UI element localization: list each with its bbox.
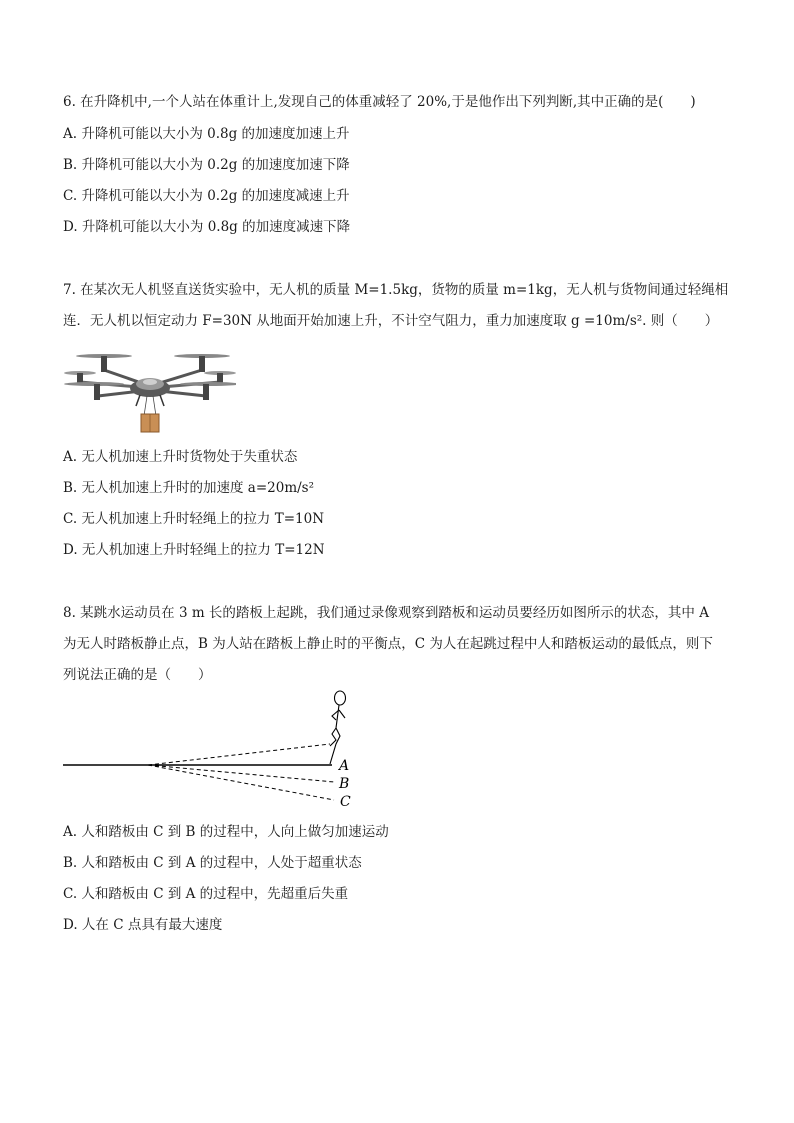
q7-option-c: C. 无人机加速上升时轻绳上的拉力 T=10N bbox=[63, 511, 325, 527]
board-line-raised bbox=[148, 744, 330, 765]
diver-figure bbox=[330, 691, 346, 764]
q8-stem-line1: 8. 某跳水运动员在 3 m 长的踏板上起跳，我们通过录像观察到踏板和运动员要经历如图所示的状态，其中 A bbox=[63, 605, 709, 621]
q8-stem-line3: 列说法正确的是（ ） bbox=[63, 667, 212, 683]
q7-option-b: B. 无人机加速上升时的加速度 a=20m/s² bbox=[63, 480, 315, 496]
q8-option-b: B. 人和踏板由 C 到 A 的过程中，人处于超重状态 bbox=[63, 855, 362, 871]
drone-figure bbox=[64, 348, 236, 436]
diving-board-figure bbox=[60, 688, 370, 812]
q7-option-d: D. 无人机加速上升时轻绳上的拉力 T=12N bbox=[63, 542, 325, 558]
q6-option-c: C. 升降机可能以大小为 0.2g 的加速度减速上升 bbox=[63, 188, 350, 204]
q6-option-a: A. 升降机可能以大小为 0.8g 的加速度加速上升 bbox=[63, 126, 350, 142]
board-line-c bbox=[148, 765, 334, 800]
q8-option-c: C. 人和踏板由 C 到 A 的过程中，先超重后失重 bbox=[63, 886, 349, 902]
q8-option-d: D. 人在 C 点具有最大速度 bbox=[63, 917, 223, 933]
q7-stem-line1: 7. 在某次无人机竖直送货实验中，无人机的质量 M=1.5kg，货物的质量 m=1kg，无人机与货物间通过轻绳相 bbox=[63, 282, 729, 298]
q8-option-a: A. 人和踏板由 C 到 B 的过程中，人向上做匀加速运动 bbox=[63, 824, 389, 840]
q7-stem-line2: 连．无人机以恒定动力 F=30N 从地面开始加速上升，不计空气阻力，重力加速度取 g =10m/s². 则（ ） bbox=[63, 313, 719, 329]
q6-stem: 6. 在升降机中,一个人站在体重计上,发现自己的体重减轻了 20%,于是他作出下列判断,其中正确的是( ) bbox=[63, 94, 696, 110]
label-b: B bbox=[339, 776, 350, 792]
board-line-b bbox=[148, 765, 334, 782]
q7-option-a: A. 无人机加速上升时货物处于失重状态 bbox=[63, 449, 298, 465]
q6-option-b: B. 升降机可能以大小为 0.2g 的加速度加速下降 bbox=[63, 157, 350, 173]
q6-option-d: D. 升降机可能以大小为 0.8g 的加速度减速下降 bbox=[63, 219, 351, 235]
q8-stem-line2: 为无人时踏板静止点，B 为人站在踏板上静止时的平衡点，C 为人在起跳过程中人和踏板运动的最低点，则下 bbox=[63, 636, 713, 652]
label-c: C bbox=[340, 794, 351, 810]
label-a: A bbox=[339, 758, 350, 774]
